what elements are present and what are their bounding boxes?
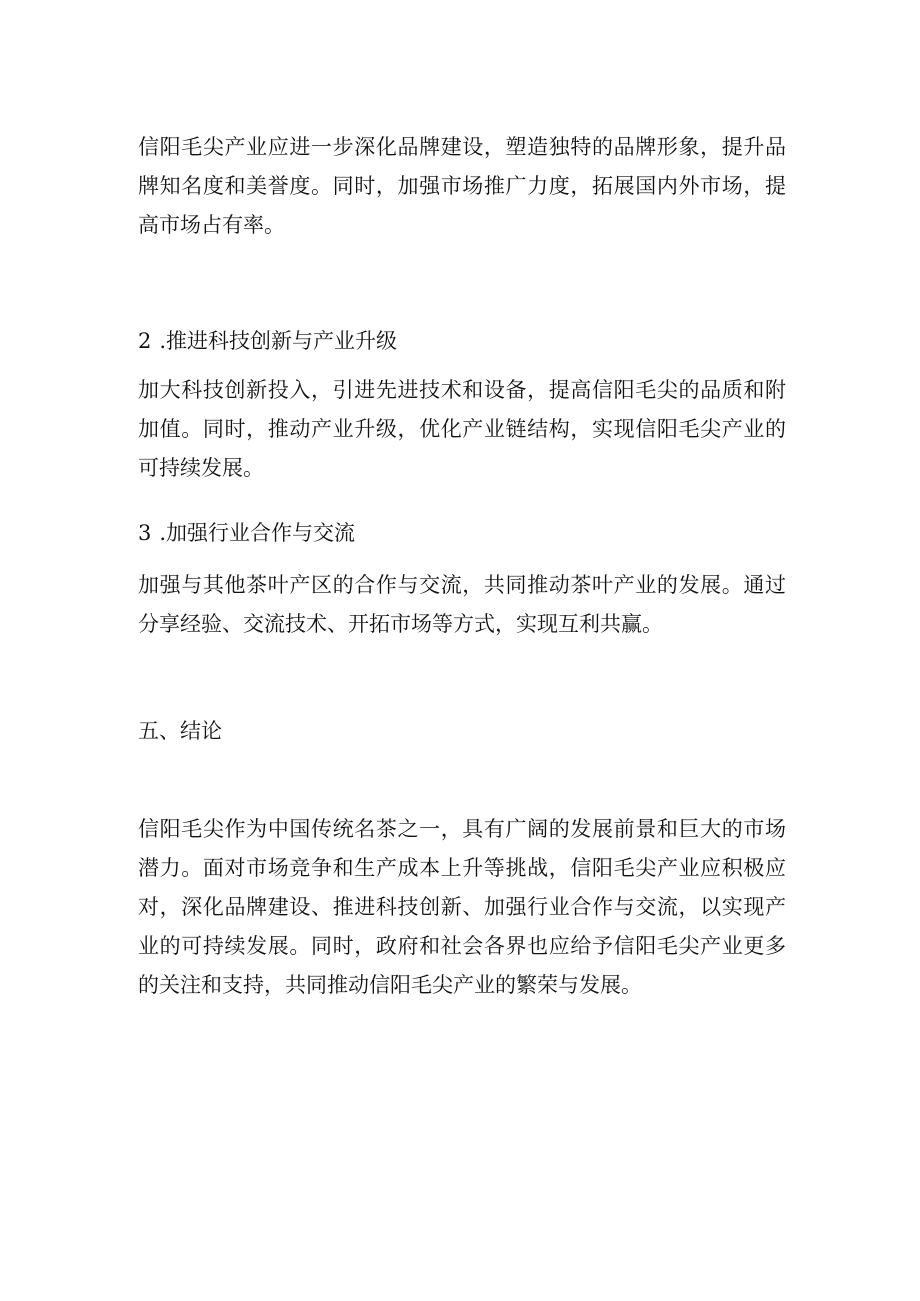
section-title: .加强行业合作与交流 [159,521,356,545]
paragraph-brand-building: 信阳毛尖产业应进一步深化品牌建设，塑造独特的品牌形象，提升品牌知名度和美誉度。同时，加强市场推广力度，拓展国内外市场，提高市场占有率。 [138,135,786,237]
section-number: 2 [138,329,152,353]
section-number: 3 [138,521,152,545]
section-title: .推进科技创新与产业升级 [159,329,398,353]
paragraph-tech-innovation: 加大科技创新投入，引进先进技术和设备，提高信阳毛尖的品质和附加值。同时，推动产业升级，优化产业链结构，实现信阳毛尖产业的可持续发展。 [138,378,786,480]
paragraph-industry-cooperation: 加强与其他茶叶产区的合作与交流，共同推动茶叶产业的发展。通过分享经验、交流技术、开拓市场等方式，实现互利共赢。 [138,573,786,636]
paragraph-conclusion: 信阳毛尖作为中国传统名茶之一，具有广阔的发展前景和巨大的市场潜力。面对市场竞争和生产成本上升等挑战，信阳毛尖产业应积极应对，深化品牌建设、推进科技创新、加强行业合作与交流，以实现产业的可持续发展。同时，政府和社会各界也应给予信阳毛尖产业更多的关注和支持，共同推动信阳毛尖产业的繁荣与发展。 [138,817,786,997]
section-heading-industry-cooperation [138,518,355,548]
section-heading-tech-innovation [138,326,397,356]
section-heading-conclusion: 五、结论 [138,719,222,743]
